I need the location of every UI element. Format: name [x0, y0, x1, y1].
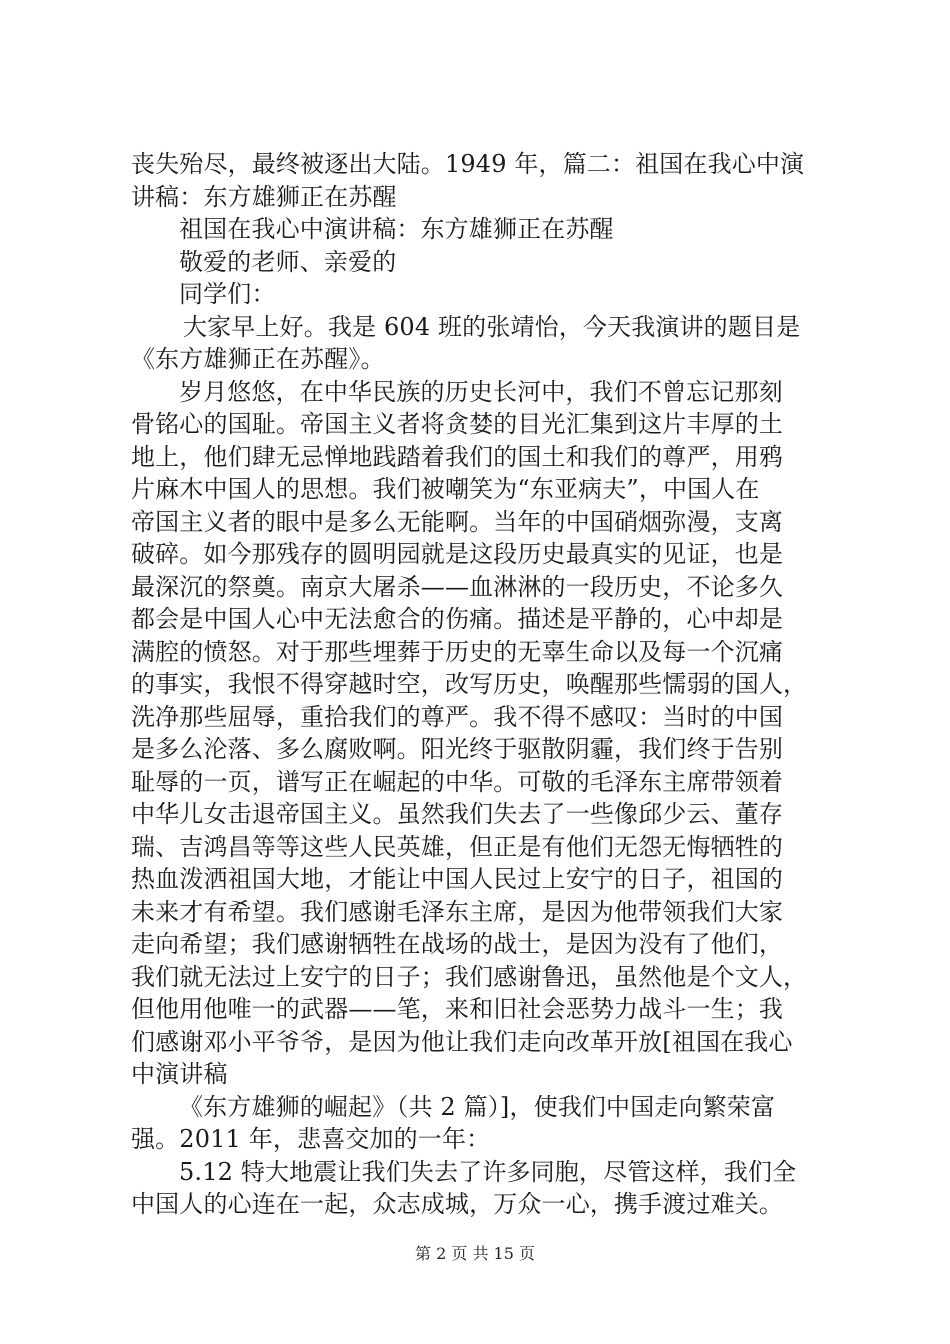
text-line: 讲稿：东方雄狮正在苏醒 — [131, 182, 397, 211]
text-line: 们感谢邓小平爷爷，是因为他让我们走向改革开放[祖国在我心 — [131, 1027, 793, 1056]
text-line: 同学们： — [179, 280, 276, 308]
text-line: 未来才有希望。我们感谢毛泽东主席，是因为他带领我们大家 — [131, 897, 784, 926]
text-line: 帝国主义者的眼中是多么无能啊。当年的中国硝烟弥漫，支离 — [131, 507, 784, 536]
text-line: 岁月悠悠，在中华民族的历史长河中，我们不曾忘记那刻 — [179, 377, 783, 406]
text-line: 但他用他唯一的武器——笔，来和旧社会恶势力战斗一生；我 — [131, 995, 784, 1023]
text-line: 骨铭心的国耻。帝国主义者将贪婪的目光汇集到这片丰厚的土 — [131, 410, 784, 438]
text-line: 最深沉的祭奠。南京大屠杀——血淋淋的一段历史，不论多久 — [131, 572, 784, 601]
text-line: 热血泼洒祖国大地，才能让中国人民过上安宁的日子，祖国的 — [131, 865, 784, 893]
text-line: 瑞、吉鸿昌等等这些人民英雄，但正是有他们无怨无悔牺牲的 — [131, 832, 784, 861]
page-footer: 第 2 页 共 15 页 — [415, 1244, 535, 1263]
text-line: 走向希望；我们感谢牺牲在战场的战士，是因为没有了他们， — [131, 930, 784, 958]
text-line: 中华儿女击退帝国主义。虽然我们失去了一些像邱少云、董存 — [131, 800, 784, 828]
text-line: 《东方雄狮的崛起》（共 2 篇）]，使我们中国走向繁荣富 — [179, 1092, 776, 1121]
text-line: 地上，他们肆无忌惮地践踏着我们的国土和我们的尊严，用鸦 — [131, 442, 784, 471]
text-line: 片麻木中国人的思想。我们被嘲笑为“东亚病夫”，中国人在 — [131, 475, 760, 503]
text-line: 破碎。如今那残存的圆明园就是这段历史最真实的见证，也是 — [131, 540, 784, 568]
text-line: 耻辱的一页，谱写正在崛起的中华。可敬的毛泽东主席带领着 — [131, 767, 784, 796]
text-line: 5.12 特大地震让我们失去了许多同胞，尽管这样，我们全 — [179, 1157, 797, 1186]
text-line: 祖国在我心中演讲稿：东方雄狮正在苏醒 — [179, 215, 614, 243]
text-line: 的事实，我恨不得穿越时空，改写历史，唤醒那些懦弱的国人， — [131, 670, 808, 698]
text-line: 《东方雄狮正在苏醒》。 — [131, 345, 385, 373]
text-line: 强。2011 年，悲喜交加的一年： — [131, 1125, 491, 1153]
text-line: 中演讲稿 — [131, 1060, 228, 1088]
body-text — [131, 148, 851, 1221]
text-line: 我们就无法过上安宁的日子；我们感谢鲁迅，虽然他是个文人， — [131, 962, 808, 991]
text-line: 都会是中国人心中无法愈合的伤痛。描述是平静的，心中却是 — [131, 605, 784, 633]
text-line: 大家早上好。我是 604 班的张靖怡，今天我演讲的题目是 — [183, 312, 801, 341]
text-line: 洗净那些屈辱，重拾我们的尊严。我不得不感叹：当时的中国 — [131, 702, 784, 731]
text-line: 敬爱的老师、亲爱的 — [179, 247, 397, 276]
text-line: 满腔的愤怒。对于那些埋葬于历史的无辜生命以及每一个沉痛 — [131, 637, 784, 666]
text-line: 中国人的心连在一起，众志成城，万众一心，携手渡过难关。 — [131, 1190, 784, 1218]
text-line: 丧失殆尽，最终被逐出大陆。1949 年，篇二：祖国在我心中演 — [131, 150, 805, 178]
text-line: 是多么沦落、多么腐败啊。阳光终于驱散阴霾，我们终于告别 — [131, 735, 784, 763]
